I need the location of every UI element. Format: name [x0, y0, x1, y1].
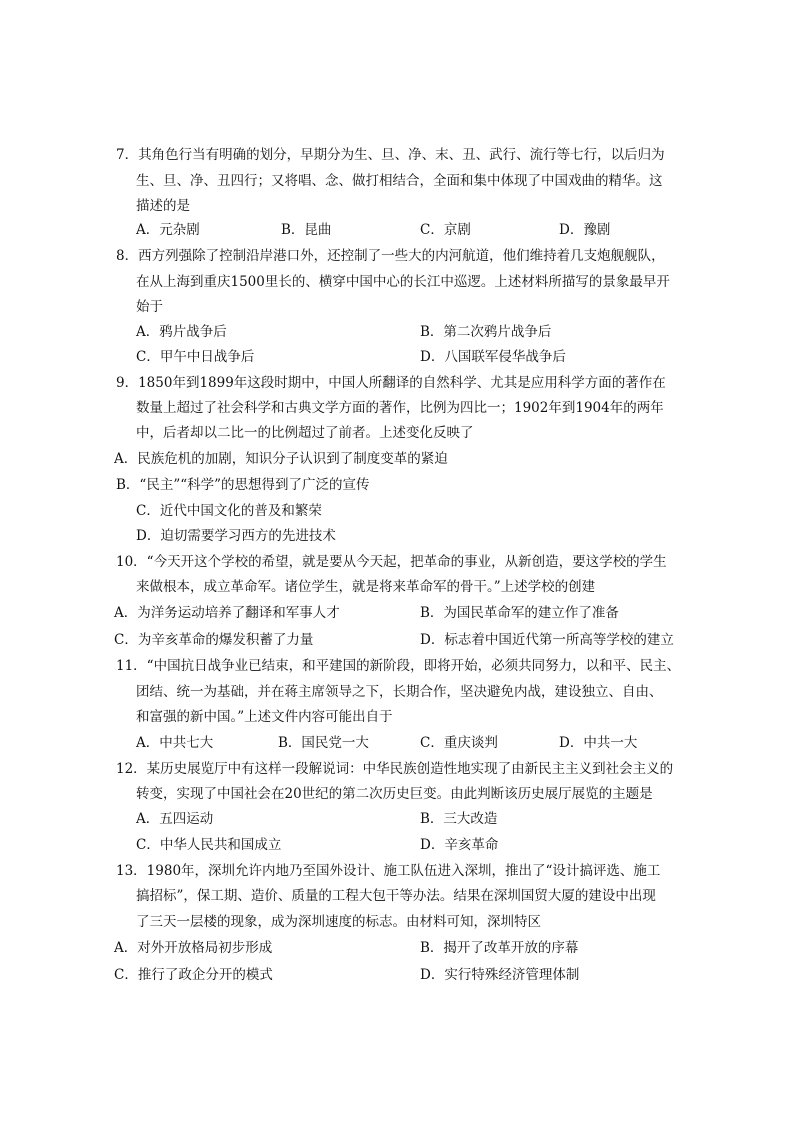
- q11-option-a: A．中共七大: [136, 735, 214, 751]
- q13-option-b: B．揭开了改革开放的序幕: [420, 940, 579, 956]
- q11-stem-line-2: 团结、统一为基础，并在蒋主席领导之下，长期合作，坚决避免内战，建设独立、自由、: [136, 684, 663, 700]
- q10-option-d: D．标志着中国近代第一所高等学校的建立: [420, 632, 674, 648]
- q8-stem-line-1: 8．西方列强除了控制沿岸港口外，还控制了一些大的内河航道，他们维持着几支炮舰舰队，: [116, 248, 665, 264]
- q7-option-a: A．元杂剧: [136, 222, 200, 238]
- q10-option-c: C．为辛亥革命的爆发积蓄了力量: [114, 632, 314, 648]
- q13-option-c: C．推行了政企分开的模式: [114, 967, 273, 983]
- q7-option-c: C．京剧: [420, 222, 471, 238]
- q8-option-b: B．第二次鸦片战争后: [420, 324, 552, 340]
- q11-stem-line-3: 和富强的新中国。”上述文件内容可能出自于: [136, 709, 393, 725]
- q9-option-a: A．民族危机的加剧，知识分子认识到了制度变革的紧迫: [114, 451, 448, 467]
- q8-stem-line-3: 始于: [136, 299, 163, 315]
- q11-option-c: C．重庆谈判: [420, 735, 498, 751]
- q13-stem-line-2: 搞招标”，保工期、造价、质量的工程大包干等办法。结果在深圳国贸大厦的建设中出现: [136, 888, 656, 904]
- q12-option-c: C．中华人民共和国成立: [136, 837, 282, 853]
- q9-stem-line-3: 中，后者却以二比一的比例超过了前者。上述变化反映了: [136, 425, 474, 441]
- q10-option-a: A．为洋务运动培养了翻译和军事人才: [114, 605, 340, 621]
- q13-option-a: A．对外开放格局初步形成: [114, 940, 273, 956]
- q12-stem-line-2: 转变，实现了中国社会在20世纪的第二次历史巨变。由此判断该历史展厅展览的主题是: [136, 786, 653, 802]
- q9-option-d: D．迫切需要学习西方的先进技术: [136, 528, 336, 544]
- q8-option-c: C．甲午中日战争后: [136, 349, 255, 365]
- q7-option-b: B．昆曲: [281, 222, 332, 238]
- q13-stem-line-1: 13．1980年，深圳允许内地乃至国外设计、施工队伍进入深圳，推出了“设计搞评选、施工: [116, 863, 661, 879]
- q7-option-d: D．豫剧: [559, 222, 611, 238]
- q12-option-b: B．三大改造: [420, 811, 498, 827]
- q11-option-b: B．国民党一大: [278, 735, 369, 751]
- q8-option-d: D．八国联军侵华战争后: [420, 349, 566, 365]
- q8-stem-line-2: 在从上海到重庆1500里长的、横穿中国中心的长江中巡逻。上述材料所描写的景象最早开: [136, 274, 670, 290]
- q9-option-c: C．近代中国文化的普及和繁荣: [136, 503, 322, 519]
- q10-stem-line-2: 来做根本，成立革命军。诸位学生，就是将来革命军的骨干。”上述学校的创建: [136, 579, 596, 595]
- q11-option-d: D．中共一大: [559, 735, 638, 751]
- q13-option-d: D．实行特殊经济管理体制: [420, 967, 580, 983]
- q8-option-a: A．鸦片战争后: [136, 324, 227, 340]
- q11-stem-line-1: 11．“中国抗日战争业已结束，和平建国的新阶段，即将开始，必须共同努力，以和平、民主、: [116, 658, 681, 674]
- q10-stem-line-1: 10．“今天开这个学校的希望，就是要从今天起，把革命的事业，从新创造，要这学校的学生: [116, 554, 667, 570]
- q9-stem-line-1: 9．1850年到1899年这段时期中，中国人所翻译的自然科学、尤其是应用科学方面的著作在: [116, 375, 666, 391]
- q12-option-d: D．辛亥革命: [420, 837, 499, 853]
- q10-option-b: B．为国民革命军的建立作了准备: [420, 605, 619, 621]
- q7-stem-line-3: 描述的是: [136, 198, 190, 214]
- q9-stem-line-2: 数量上超过了社会科学和古典文学方面的著作，比例为四比一；1902年到1904年的两年: [136, 400, 664, 416]
- q7-stem-line-2: 生、旦、净、丑四行；又将唱、念、做打相结合，全面和集中体现了中国戏曲的精华。这: [136, 173, 663, 189]
- q9-option-b: B．“民主”“科学”的思想得到了广泛的宣传: [116, 477, 370, 493]
- q7-stem-line-1: 7．其角色行当有明确的划分，早期分为生、旦、净、末、丑、武行、流行等七行，以后归为: [116, 147, 665, 163]
- q13-stem-line-3: 了三天一层楼的现象，成为深圳速度的标志。由材料可知，深圳特区: [136, 914, 541, 930]
- q12-option-a: A．五四运动: [136, 811, 214, 827]
- q12-stem-line-1: 12．某历史展览厅中有这样一段解说词：中华民族创造性地实现了由新民主主义到社会主义的: [116, 761, 674, 777]
